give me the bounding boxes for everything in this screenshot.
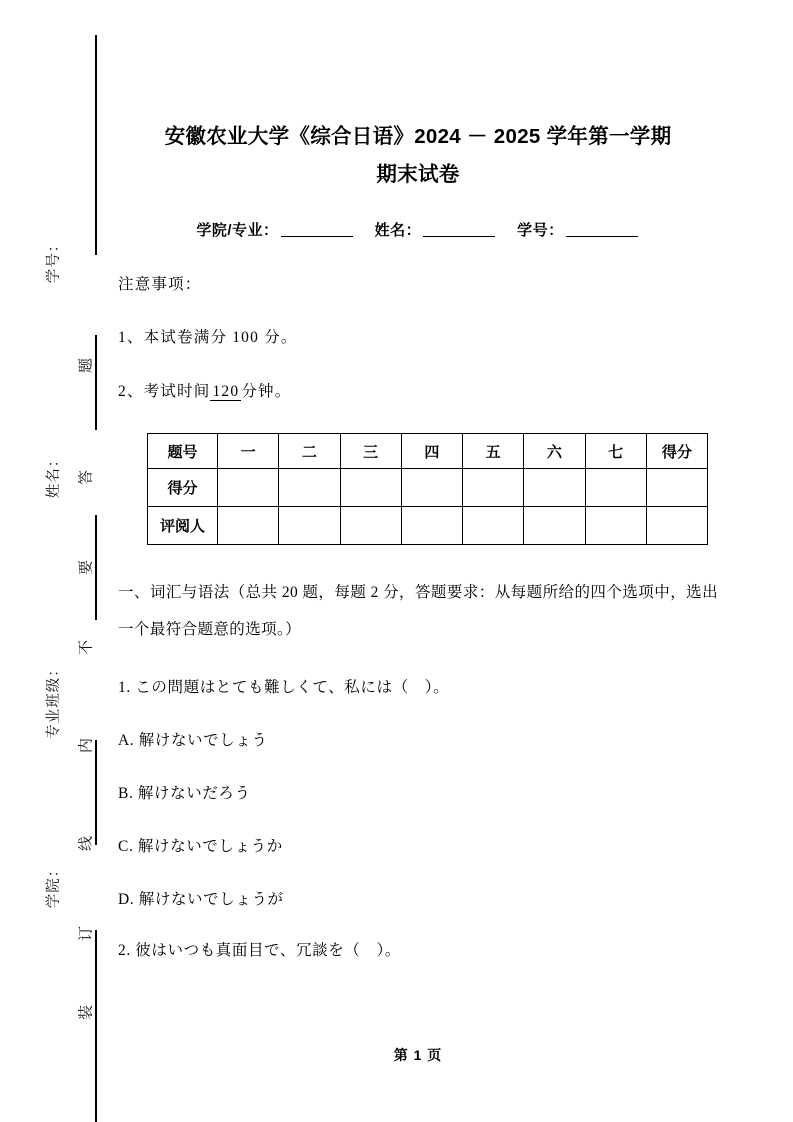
grader-cell[interactable] — [585, 507, 646, 545]
seal-inner-char: 订 — [78, 926, 95, 942]
note-2-suffix: 分钟。 — [241, 383, 292, 400]
grader-cell[interactable] — [340, 507, 401, 545]
score-cell[interactable] — [585, 469, 646, 507]
score-cell[interactable] — [524, 469, 585, 507]
seal-inner-char: 答 — [78, 470, 95, 486]
table-header-cell: 四 — [401, 434, 462, 469]
grader-cell[interactable] — [463, 507, 524, 545]
score-cell[interactable] — [340, 469, 401, 507]
table-row — [148, 469, 708, 507]
exam-title-line-2: 期末试卷 — [376, 163, 460, 186]
seal-inner-char: 线 — [78, 836, 95, 852]
table-header-cell: 二 — [279, 434, 340, 469]
seal-inner-char: 装 — [78, 1005, 95, 1021]
student-info-fields — [118, 219, 718, 240]
seal-inner-char: 内 — [78, 738, 95, 754]
note-2-prefix: 2、考试时间 — [118, 383, 211, 400]
table-header-cell: 三 — [340, 434, 401, 469]
score-table-container — [147, 433, 718, 545]
table-header-cell: 七 — [585, 434, 646, 469]
section-heading-1: 一、词汇与语法（总共 20 题，每题 2 分，答题要求：从每题所给的四个选项中，选出一个最符合题意的选项。） — [118, 584, 718, 638]
name-blank[interactable] — [423, 236, 495, 237]
seal-inner-char: 不 — [78, 640, 95, 656]
score-cell[interactable] — [279, 469, 340, 507]
student-id-blank[interactable] — [566, 236, 638, 237]
score-cell[interactable] — [218, 469, 279, 507]
exam-title-line-1: 安徽农业大学《综合日语》2024 － 2025 学年第一学期 — [164, 125, 672, 148]
seal-line-gap — [95, 845, 97, 930]
notes-heading: 注意事项： — [118, 276, 202, 293]
seal-binding-margin — [0, 0, 97, 1122]
student-id-label: 学号： — [517, 222, 564, 239]
score-cell[interactable] — [401, 469, 462, 507]
seal-line-gap — [95, 255, 97, 335]
row-label-score: 得分 — [148, 469, 218, 507]
department-major-blank[interactable] — [281, 236, 353, 237]
table-header-cell: 六 — [524, 434, 585, 469]
name-label: 姓名： — [374, 222, 422, 239]
seal-label-class: 专业班级： — [46, 661, 62, 739]
page-footer: 第 1 页 — [393, 1047, 443, 1063]
score-cell[interactable] — [646, 469, 707, 507]
grader-cell[interactable] — [218, 507, 279, 545]
question-1-option-c[interactable]: C. 解けないでしょうか — [118, 838, 283, 855]
note-item-1: 1、本试卷满分 100 分。 — [118, 329, 298, 346]
seal-label-name: 姓名： — [46, 451, 62, 499]
table-header-cell: 五 — [463, 434, 524, 469]
question-1-option-b[interactable]: B. 解けないだろう — [118, 785, 251, 802]
table-header-cell: 题号 — [148, 434, 218, 469]
grader-cell[interactable] — [646, 507, 707, 545]
seal-label-department: 学院： — [46, 861, 62, 909]
table-header-row — [148, 434, 708, 469]
question-stem-1: 1. この問題はとても難しくて、私には（ ）。 — [118, 679, 450, 696]
table-row — [148, 507, 708, 545]
seal-inner-char: 要 — [78, 560, 95, 576]
question-1-option-d[interactable]: D. 解けないでしょうが — [118, 891, 284, 908]
seal-label-student-id: 学号： — [46, 236, 62, 284]
exam-duration-value: 120 — [212, 383, 240, 400]
row-label-grader: 评阅人 — [148, 507, 218, 545]
table-header-cell: 得分 — [646, 434, 707, 469]
exam-page-body — [118, 0, 718, 1122]
table-header-cell: 一 — [218, 434, 279, 469]
page-title — [118, 118, 718, 194]
score-table — [147, 433, 708, 545]
score-cell[interactable] — [463, 469, 524, 507]
grader-cell[interactable] — [279, 507, 340, 545]
note-item-2 — [118, 381, 718, 403]
department-major-label: 学院/专业： — [196, 222, 279, 239]
grader-cell[interactable] — [401, 507, 462, 545]
grader-cell[interactable] — [524, 507, 585, 545]
question-1-option-a[interactable]: A. 解けないでしょう — [118, 732, 268, 749]
question-stem-2: 2. 彼はいつも真面目で、冗談を（ ）。 — [118, 942, 401, 959]
seal-inner-char: 题 — [78, 358, 95, 374]
